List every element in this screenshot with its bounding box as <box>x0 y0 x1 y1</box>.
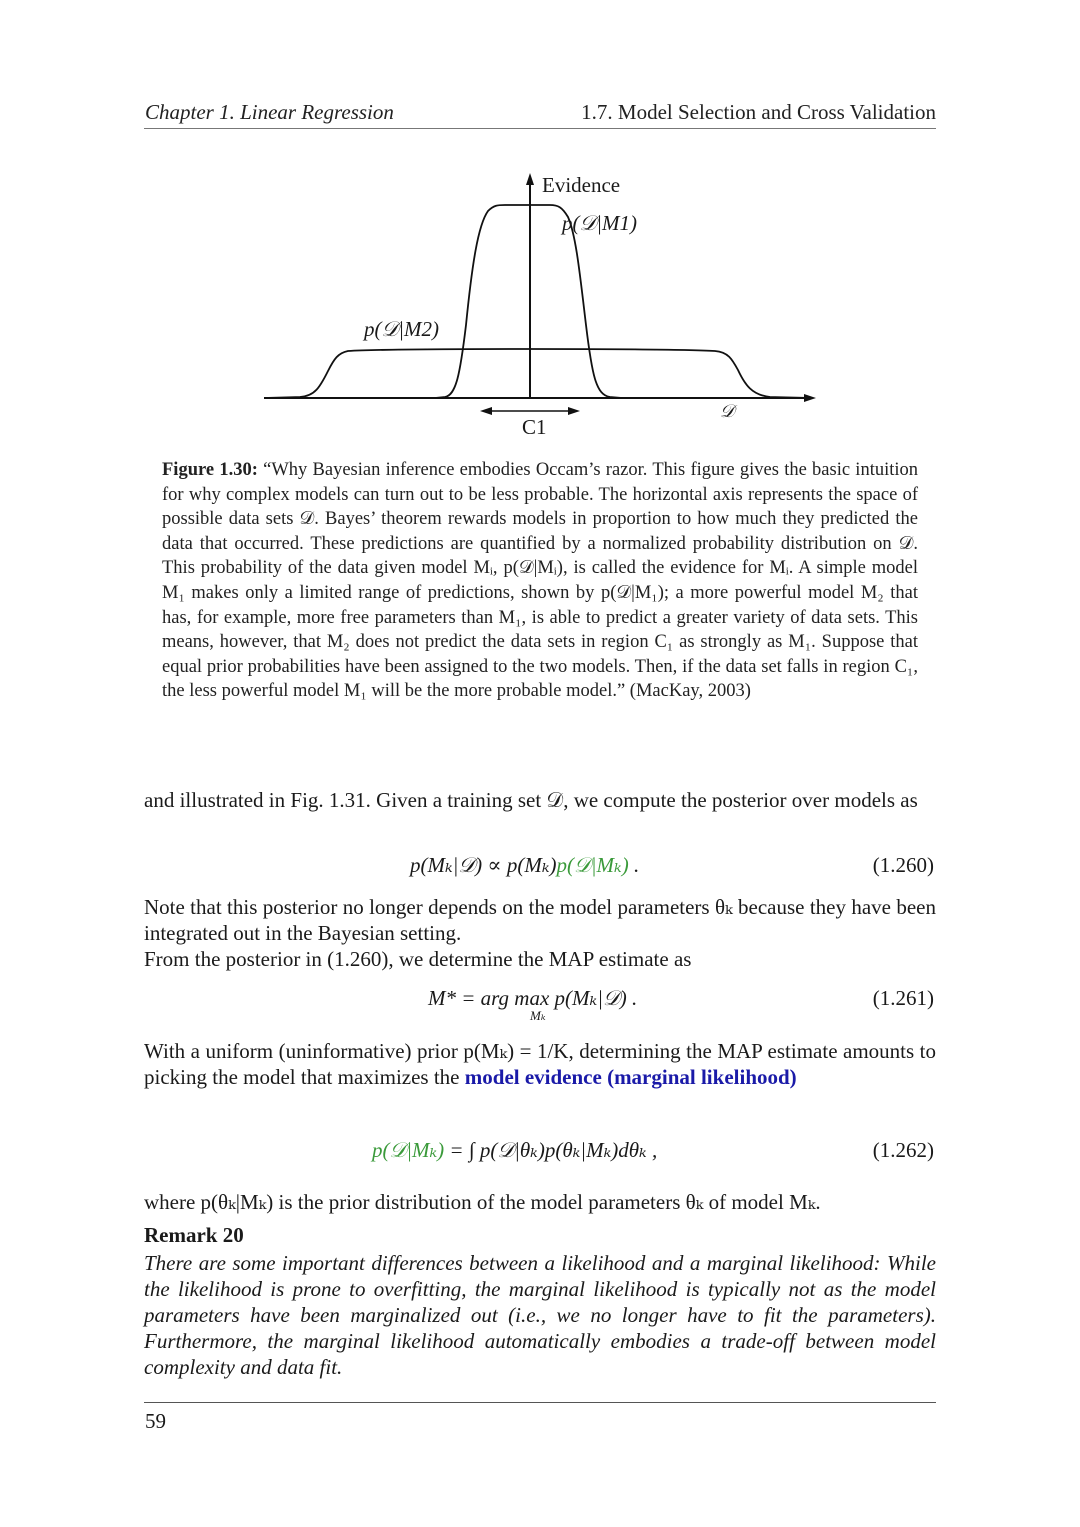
model-evidence-link[interactable]: model evidence (marginal likelihood) <box>464 1065 797 1089</box>
eq262-rest: = ∫ p(𝒟|θₖ)p(θₖ|Mₖ)dθₖ , <box>444 1138 658 1162</box>
argmax-subscript: Mₖ <box>530 1008 546 1023</box>
eq260-left: p(Mₖ|𝒟) ∝ p(Mₖ) <box>410 853 557 877</box>
region-c1-label: C1 <box>522 415 547 439</box>
running-header-chapter: Chapter 1. Linear Regression <box>145 100 394 124</box>
paragraph-map-intro: From the posterior in (1.260), we determine the MAP estimate as <box>144 947 692 971</box>
y-axis-arrow-icon <box>526 173 534 185</box>
figure-caption <box>162 458 918 704</box>
y-axis-label: Evidence <box>542 173 621 197</box>
equation-1-261-expr: M* = arg max p(Mₖ|𝒟) . <box>428 986 638 1010</box>
equation-1-260 <box>144 853 936 883</box>
c1-left-arrow-icon <box>480 407 492 415</box>
remark-text: There are some important differences between a likelihood and a marginal likelihood: While the likelihood is prone to overfitting, the marginal likelihood is typically not as the model parameters have been marginalized out (i.e., we no longer have to fit the parameters). Furthermore, the marginal likelihood automatically embodies a trade-off between model complexity and data fit. <box>144 1251 936 1379</box>
equation-1-262-expr <box>372 1138 657 1163</box>
header-rule <box>144 128 936 129</box>
eq260-green-term: p(𝒟|Mₖ) <box>556 853 629 877</box>
equation-number-1-262: (1.262) <box>872 1138 934 1162</box>
equation-number-1-261: (1.261) <box>872 986 934 1010</box>
paragraph-note-posterior: Note that this posterior no longer depends on the model parameters θₖ because they have been integrated out in the Bayesian setting. <box>144 895 936 945</box>
page-number: 59 <box>145 1409 166 1433</box>
evidence-figure <box>260 165 830 450</box>
equation-1-262 <box>144 1138 936 1168</box>
remark-title: Remark 20 <box>144 1223 244 1247</box>
paragraph-intro: and illustrated in Fig. 1.31. Given a training set 𝒟, we compute the posterior over models as <box>144 788 918 812</box>
paragraph-uniform-prior <box>144 1038 936 1090</box>
figure-caption-text: “Why Bayesian inference embodies Occam’s razor. This figure gives the basic intuition for why complex models can turn out to be less probable. The horizontal axis represents the space of possible data sets 𝒟. Bayes’ theorem rewards models in proportion to how much they predicted the data that occurred. These predictions are quantified by a normalized probability distribution on 𝒟. This probability of the data given model Mᵢ, p(𝒟|Mᵢ), is called the evidence for Mᵢ. A simple model M₁ makes only a limited range of predictions, shown by p(𝒟|M₁); a more powerful model M₂ that has, for example, more free parameters than M₁, is able to predict a greater variety of data sets. This means, however, that M₂ does not predict the data sets in region C₁ as strongly as M₁. Suppose that equal prior probabilities have been assigned to the two models. Then, if the data set falls in region C₁, the less powerful model M₁ will be the more probable model.” (MacKay, 2003) <box>162 460 919 702</box>
curve-m2-label: p(𝒟|M2) <box>364 317 440 341</box>
paragraph-prior-distribution: where p(θₖ|Mₖ) is the prior distribution of the model parameters θₖ of model Mₖ. <box>144 1190 821 1214</box>
occam-razor-diagram <box>260 165 830 450</box>
figure-caption-label: Figure 1.30: <box>162 460 258 480</box>
eq260-tail: . <box>628 853 640 877</box>
footer-rule <box>144 1402 936 1403</box>
uniform-prior-text: With a uniform (uninformative) prior p(Mₖ) = 1/K, determining the MAP estimate amounts to picking the model that maximizes the <box>144 1039 936 1089</box>
equation-1-260-expr <box>410 853 639 878</box>
curve-m1-label: p(𝒟|M1) <box>562 211 638 235</box>
x-axis-label: 𝒟 <box>720 401 735 421</box>
eq262-green-term: p(𝒟|Mₖ) <box>372 1138 445 1162</box>
running-header-section: 1.7. Model Selection and Cross Validation <box>581 100 936 124</box>
c1-right-arrow-icon <box>568 407 580 415</box>
equation-1-261 <box>144 986 936 1023</box>
equation-number-1-260: (1.260) <box>872 853 934 877</box>
